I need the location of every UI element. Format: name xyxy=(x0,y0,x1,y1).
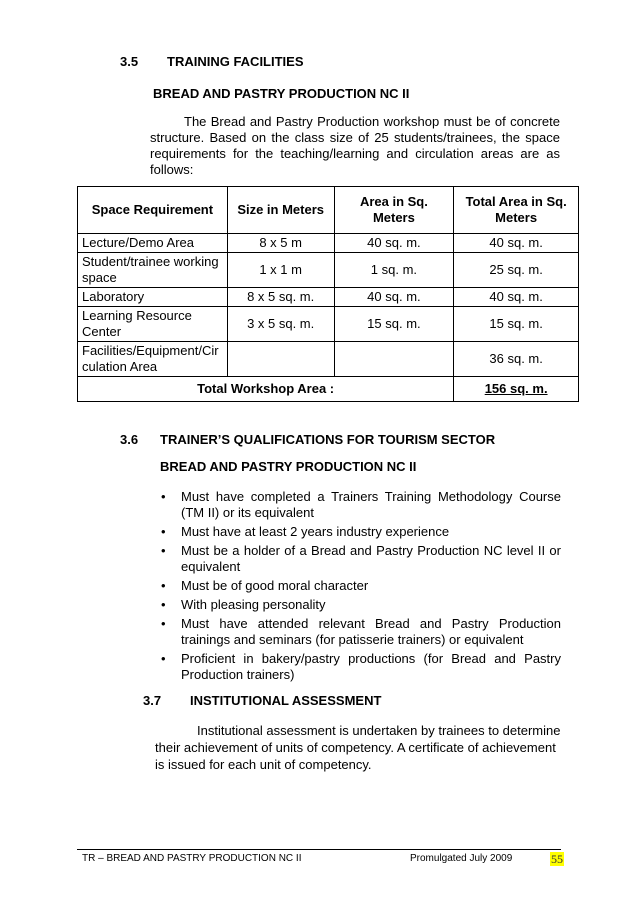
table-header-row xyxy=(78,187,579,234)
section-3-5-title: TRAINING FACILITIES xyxy=(167,54,304,69)
table-cell: 1 sq. m. xyxy=(334,253,454,288)
footer-document-title: TR – BREAD AND PASTRY PRODUCTION NC II xyxy=(82,853,302,864)
list-item: • With pleasing personality xyxy=(161,597,326,612)
header-area-in-sq-meters: Area in Sq. Meters xyxy=(334,187,454,234)
bullet-icon: • xyxy=(161,543,166,558)
table-cell: 40 sq. m. xyxy=(454,234,579,253)
header-total-area: Total Area in Sq. Meters xyxy=(454,187,579,234)
section-3-6-title: TRAINER’S QUALIFICATIONS FOR TOURISM SECTOR xyxy=(160,432,496,447)
table-cell: 1 x 1 m xyxy=(227,253,334,288)
section-3-5-subtitle: BREAD AND PASTRY PRODUCTION NC II xyxy=(153,86,410,101)
total-workshop-area-value: 156 sq. m. xyxy=(454,377,579,402)
page-number: 55 xyxy=(551,852,563,866)
section-3-7-number: 3.7 xyxy=(143,693,162,708)
table-cell: 8 x 5 sq. m. xyxy=(227,288,334,307)
list-item: • Must have attended relevant Bread and Pastry Production trainings and seminars (for patisserie trainers) or equivalent xyxy=(161,616,561,647)
list-item: • Must have completed a Trainers Training Methodology Course (TM II) or its equivalent xyxy=(161,489,561,520)
table-cell: 8 x 5 m xyxy=(227,234,334,253)
bullet-icon: • xyxy=(161,651,166,666)
header-size-in-meters: Size in Meters xyxy=(227,187,334,234)
list-item: • Proficient in bakery/pastry productions (for Bread and Pastry Production trainers) xyxy=(161,651,561,682)
table-cell: Learning Resource Center xyxy=(78,307,228,342)
footer-promulgated-date: Promulgated July 2009 xyxy=(410,853,513,864)
bullet-icon: • xyxy=(161,578,166,593)
table-cell: 40 sq. m. xyxy=(454,288,579,307)
table-row xyxy=(78,288,579,307)
table-cell: 15 sq. m. xyxy=(454,307,579,342)
table-cell: 25 sq. m. xyxy=(454,253,579,288)
table-row xyxy=(78,307,579,342)
bullet-icon: • xyxy=(161,597,166,612)
header-space-requirement: Space Requirement xyxy=(78,187,228,234)
table-cell: 15 sq. m. xyxy=(334,307,454,342)
section-3-6-subtitle: BREAD AND PASTRY PRODUCTION NC II xyxy=(160,459,417,474)
footer-divider xyxy=(77,849,561,850)
table-cell xyxy=(334,342,454,377)
bullet-icon: • xyxy=(161,489,166,504)
table-cell xyxy=(227,342,334,377)
total-workshop-area-label: Total Workshop Area : xyxy=(78,377,454,402)
section-3-7-title: INSTITUTIONAL ASSESSMENT xyxy=(190,693,382,708)
list-item: • Must have at least 2 years industry experience xyxy=(161,524,450,539)
bullet-icon: • xyxy=(161,616,166,631)
table-cell: 3 x 5 sq. m. xyxy=(227,307,334,342)
table-cell: Laboratory xyxy=(78,288,228,307)
section-3-6-number: 3.6 xyxy=(120,432,139,447)
table-cell: Student/trainee working space xyxy=(78,253,228,288)
table-row xyxy=(78,253,579,288)
list-item: • Must be a holder of a Bread and Pastry Production NC level II or equivalent xyxy=(161,543,561,574)
table-cell: 36 sq. m. xyxy=(454,342,579,377)
table-row xyxy=(78,342,579,377)
bullet-icon: • xyxy=(161,524,166,539)
section-3-5-paragraph: The Bread and Pastry Production workshop must be of concrete structure. Based on the class size of 25 students/trainees, the space requirements for the teaching/learning and circulation areas are as follows: xyxy=(150,114,560,177)
list-item: • Must be of good moral character xyxy=(161,578,369,593)
table-cell: 40 sq. m. xyxy=(334,288,454,307)
table-row xyxy=(78,234,579,253)
section-3-5-number: 3.5 xyxy=(120,54,139,69)
table-cell: Lecture/Demo Area xyxy=(78,234,228,253)
footer-page-number-wrap xyxy=(550,851,564,867)
space-requirements-table xyxy=(77,186,579,402)
section-3-7-paragraph: Institutional assessment is undertaken by trainees to determine their achievement of units of competency. A certificate of achievement is issued for each unit of competency. xyxy=(155,723,561,772)
qualifications-list xyxy=(161,489,561,683)
table-total-row xyxy=(78,377,579,402)
table-cell: 40 sq. m. xyxy=(334,234,454,253)
table-cell: Facilities/Equipment/Circulation Area xyxy=(78,342,228,377)
